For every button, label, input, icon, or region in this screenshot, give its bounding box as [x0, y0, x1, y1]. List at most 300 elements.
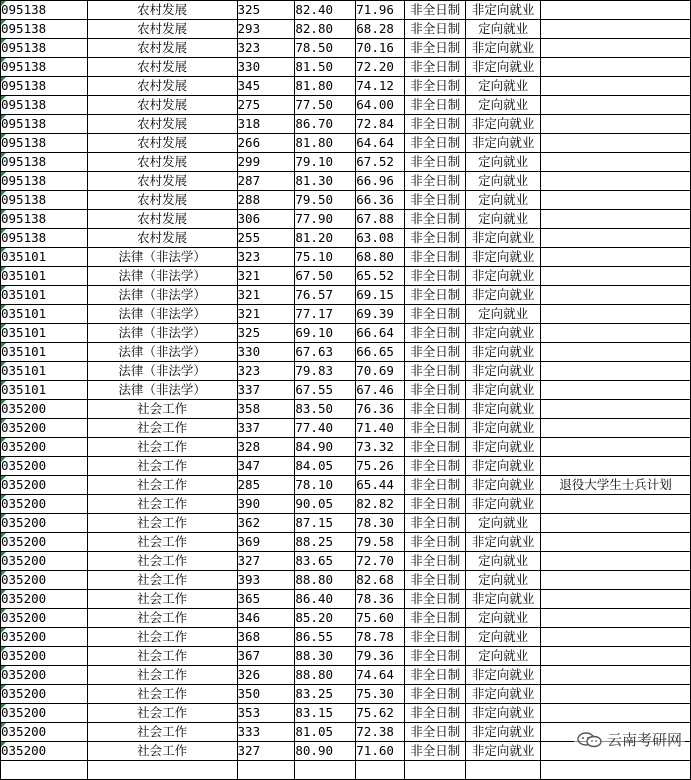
major-code-cell[interactable] — [1, 609, 88, 628]
employment-type-cell[interactable]: 定向就业 — [466, 552, 541, 571]
total-score-cell[interactable]: 67.88 — [356, 210, 405, 229]
initial-score-cell[interactable]: 266 — [237, 134, 295, 153]
study-mode-cell[interactable]: 非全日制 — [405, 476, 466, 495]
initial-score-cell[interactable]: 321 — [237, 267, 295, 286]
retest-score-cell[interactable]: 75.10 — [295, 248, 356, 267]
major-name-cell[interactable]: 社会工作 — [87, 609, 237, 628]
remark-cell[interactable] — [541, 628, 691, 647]
total-score-cell[interactable]: 69.15 — [356, 286, 405, 305]
major-code-cell[interactable] — [1, 324, 88, 343]
employment-type-cell[interactable]: 非定向就业 — [466, 723, 541, 742]
remark-cell[interactable] — [541, 229, 691, 248]
initial-score-cell[interactable]: 321 — [237, 286, 295, 305]
remark-cell[interactable] — [541, 495, 691, 514]
total-score-cell[interactable]: 66.36 — [356, 191, 405, 210]
major-name-cell[interactable]: 社会工作 — [87, 628, 237, 647]
major-name-cell[interactable]: 社会工作 — [87, 400, 237, 419]
remark-cell[interactable] — [541, 58, 691, 77]
initial-score-cell[interactable]: 333 — [237, 723, 295, 742]
major-name-cell[interactable]: 社会工作 — [87, 571, 237, 590]
employment-type-cell[interactable]: 非定向就业 — [466, 324, 541, 343]
initial-score-cell[interactable]: 327 — [237, 552, 295, 571]
initial-score-cell[interactable]: 337 — [237, 381, 295, 400]
retest-score-cell[interactable]: 76.57 — [295, 286, 356, 305]
retest-score-cell[interactable]: 77.50 — [295, 96, 356, 115]
employment-type-cell[interactable]: 非定向就业 — [466, 419, 541, 438]
major-name-cell[interactable]: 农村发展 — [87, 172, 237, 191]
study-mode-cell[interactable]: 非全日制 — [405, 1, 466, 20]
employment-type-cell[interactable]: 非定向就业 — [466, 134, 541, 153]
major-code-cell[interactable] — [1, 457, 88, 476]
total-score-cell[interactable]: 63.08 — [356, 229, 405, 248]
retest-score-cell[interactable]: 79.50 — [295, 191, 356, 210]
employment-type-cell[interactable]: 定向就业 — [466, 77, 541, 96]
retest-score-cell[interactable]: 67.55 — [295, 381, 356, 400]
study-mode-cell[interactable]: 非全日制 — [405, 248, 466, 267]
major-code-cell[interactable] — [1, 514, 88, 533]
major-code-cell[interactable] — [1, 438, 88, 457]
initial-score-cell[interactable]: 306 — [237, 210, 295, 229]
employment-type-cell[interactable]: 非定向就业 — [466, 286, 541, 305]
major-name-cell[interactable]: 法律（非法学） — [87, 343, 237, 362]
major-name-cell[interactable]: 社会工作 — [87, 666, 237, 685]
study-mode-cell[interactable]: 非全日制 — [405, 742, 466, 761]
initial-score-cell[interactable]: 321 — [237, 305, 295, 324]
employment-type-cell[interactable]: 非定向就业 — [466, 343, 541, 362]
remark-cell[interactable] — [541, 438, 691, 457]
retest-score-cell[interactable]: 88.80 — [295, 666, 356, 685]
remark-cell[interactable] — [541, 153, 691, 172]
remark-cell[interactable] — [541, 96, 691, 115]
major-code-cell[interactable] — [1, 742, 88, 761]
employment-type-cell[interactable]: 非定向就业 — [466, 438, 541, 457]
study-mode-cell[interactable]: 非全日制 — [405, 20, 466, 39]
employment-type-cell[interactable]: 定向就业 — [466, 609, 541, 628]
total-score-cell[interactable]: 71.40 — [356, 419, 405, 438]
study-mode-cell[interactable]: 非全日制 — [405, 229, 466, 248]
total-score-cell[interactable]: 76.36 — [356, 400, 405, 419]
initial-score-cell[interactable]: 367 — [237, 647, 295, 666]
retest-score-cell[interactable]: 80.90 — [295, 742, 356, 761]
total-score-cell[interactable]: 75.26 — [356, 457, 405, 476]
remark-cell[interactable] — [541, 305, 691, 324]
total-score-cell[interactable]: 71.96 — [356, 1, 405, 20]
study-mode-cell[interactable]: 非全日制 — [405, 305, 466, 324]
major-code-cell[interactable] — [1, 210, 88, 229]
retest-score-cell[interactable]: 81.30 — [295, 172, 356, 191]
initial-score-cell[interactable]: 293 — [237, 20, 295, 39]
initial-score-cell[interactable]: 330 — [237, 343, 295, 362]
total-score-cell[interactable]: 66.96 — [356, 172, 405, 191]
remark-cell[interactable] — [541, 381, 691, 400]
study-mode-cell[interactable]: 非全日制 — [405, 39, 466, 58]
major-name-cell[interactable]: 社会工作 — [87, 647, 237, 666]
major-code-cell[interactable] — [1, 590, 88, 609]
major-code-cell[interactable] — [1, 628, 88, 647]
initial-score-cell[interactable]: 325 — [237, 1, 295, 20]
study-mode-cell[interactable]: 非全日制 — [405, 172, 466, 191]
total-score-cell[interactable]: 79.36 — [356, 647, 405, 666]
total-score-cell[interactable]: 65.52 — [356, 267, 405, 286]
remark-cell[interactable] — [541, 210, 691, 229]
major-name-cell[interactable]: 法律（非法学） — [87, 248, 237, 267]
employment-type-cell[interactable]: 非定向就业 — [466, 115, 541, 134]
remark-cell[interactable] — [541, 134, 691, 153]
employment-type-cell[interactable]: 非定向就业 — [466, 476, 541, 495]
major-code-cell[interactable] — [1, 419, 88, 438]
initial-score-cell[interactable]: 285 — [237, 476, 295, 495]
major-code-cell[interactable] — [1, 666, 88, 685]
study-mode-cell[interactable]: 非全日制 — [405, 609, 466, 628]
major-name-cell[interactable]: 农村发展 — [87, 153, 237, 172]
initial-score-cell[interactable]: 369 — [237, 533, 295, 552]
remark-cell[interactable] — [541, 1, 691, 20]
major-name-cell[interactable]: 农村发展 — [87, 229, 237, 248]
initial-score-cell[interactable]: 353 — [237, 704, 295, 723]
major-code-cell[interactable] — [1, 343, 88, 362]
retest-score-cell[interactable]: 77.90 — [295, 210, 356, 229]
employment-type-cell[interactable]: 非定向就业 — [466, 381, 541, 400]
total-score-cell[interactable]: 82.68 — [356, 571, 405, 590]
study-mode-cell[interactable]: 非全日制 — [405, 552, 466, 571]
major-code-cell[interactable] — [1, 20, 88, 39]
initial-score-cell[interactable]: 288 — [237, 191, 295, 210]
total-score-cell[interactable]: 71.60 — [356, 742, 405, 761]
total-score-cell[interactable]: 64.64 — [356, 134, 405, 153]
major-code-cell[interactable] — [1, 153, 88, 172]
major-name-cell[interactable]: 社会工作 — [87, 438, 237, 457]
study-mode-cell[interactable]: 非全日制 — [405, 324, 466, 343]
study-mode-cell[interactable]: 非全日制 — [405, 457, 466, 476]
employment-type-cell[interactable]: 非定向就业 — [466, 229, 541, 248]
major-name-cell[interactable]: 社会工作 — [87, 457, 237, 476]
major-name-cell[interactable]: 农村发展 — [87, 96, 237, 115]
remark-cell[interactable] — [541, 267, 691, 286]
initial-score-cell[interactable]: 362 — [237, 514, 295, 533]
initial-score-cell[interactable]: 350 — [237, 685, 295, 704]
employment-type-cell[interactable]: 定向就业 — [466, 514, 541, 533]
total-score-cell[interactable]: 67.46 — [356, 381, 405, 400]
initial-score-cell[interactable]: 323 — [237, 362, 295, 381]
major-name-cell[interactable]: 社会工作 — [87, 704, 237, 723]
study-mode-cell[interactable]: 非全日制 — [405, 685, 466, 704]
remark-cell[interactable] — [541, 685, 691, 704]
employment-type-cell[interactable]: 定向就业 — [466, 153, 541, 172]
initial-score-cell[interactable]: 299 — [237, 153, 295, 172]
employment-type-cell[interactable]: 非定向就业 — [466, 590, 541, 609]
major-name-cell[interactable]: 法律（非法学） — [87, 286, 237, 305]
total-score-cell[interactable]: 78.78 — [356, 628, 405, 647]
employment-type-cell[interactable]: 非定向就业 — [466, 1, 541, 20]
major-name-cell[interactable]: 农村发展 — [87, 115, 237, 134]
retest-score-cell[interactable]: 69.10 — [295, 324, 356, 343]
initial-score-cell[interactable]: 287 — [237, 172, 295, 191]
initial-score-cell[interactable]: 318 — [237, 115, 295, 134]
major-code-cell[interactable] — [1, 305, 88, 324]
employment-type-cell[interactable]: 定向就业 — [466, 210, 541, 229]
retest-score-cell[interactable]: 81.05 — [295, 723, 356, 742]
retest-score-cell[interactable]: 88.25 — [295, 533, 356, 552]
study-mode-cell[interactable]: 非全日制 — [405, 628, 466, 647]
total-score-cell[interactable]: 70.16 — [356, 39, 405, 58]
remark-cell[interactable] — [541, 514, 691, 533]
remark-cell[interactable] — [541, 457, 691, 476]
employment-type-cell[interactable]: 非定向就业 — [466, 704, 541, 723]
initial-score-cell[interactable]: 390 — [237, 495, 295, 514]
major-name-cell[interactable]: 社会工作 — [87, 419, 237, 438]
retest-score-cell[interactable]: 67.50 — [295, 267, 356, 286]
retest-score-cell[interactable]: 78.10 — [295, 476, 356, 495]
total-score-cell[interactable]: 66.64 — [356, 324, 405, 343]
remark-cell[interactable] — [541, 552, 691, 571]
major-name-cell[interactable]: 农村发展 — [87, 77, 237, 96]
initial-score-cell[interactable]: 323 — [237, 39, 295, 58]
major-name-cell[interactable]: 农村发展 — [87, 210, 237, 229]
retest-score-cell[interactable]: 77.40 — [295, 419, 356, 438]
total-score-cell[interactable]: 70.69 — [356, 362, 405, 381]
major-code-cell[interactable] — [1, 58, 88, 77]
employment-type-cell[interactable]: 非定向就业 — [466, 666, 541, 685]
major-code-cell[interactable] — [1, 286, 88, 305]
major-name-cell[interactable]: 社会工作 — [87, 723, 237, 742]
major-name-cell[interactable]: 社会工作 — [87, 552, 237, 571]
major-name-cell[interactable]: 社会工作 — [87, 514, 237, 533]
major-name-cell[interactable]: 法律（非法学） — [87, 381, 237, 400]
retest-score-cell[interactable]: 86.40 — [295, 590, 356, 609]
major-name-cell[interactable]: 社会工作 — [87, 476, 237, 495]
remark-cell[interactable] — [541, 400, 691, 419]
retest-score-cell[interactable]: 83.15 — [295, 704, 356, 723]
major-code-cell[interactable] — [1, 704, 88, 723]
study-mode-cell[interactable]: 非全日制 — [405, 400, 466, 419]
employment-type-cell[interactable]: 非定向就业 — [466, 400, 541, 419]
remark-cell[interactable] — [541, 286, 691, 305]
initial-score-cell[interactable]: 323 — [237, 248, 295, 267]
study-mode-cell[interactable]: 非全日制 — [405, 191, 466, 210]
study-mode-cell[interactable]: 非全日制 — [405, 134, 466, 153]
remark-cell[interactable] — [541, 533, 691, 552]
major-name-cell[interactable]: 农村发展 — [87, 134, 237, 153]
major-code-cell[interactable] — [1, 191, 88, 210]
retest-score-cell[interactable]: 81.80 — [295, 134, 356, 153]
major-code-cell[interactable] — [1, 552, 88, 571]
employment-type-cell[interactable]: 非定向就业 — [466, 58, 541, 77]
remark-cell[interactable] — [541, 191, 691, 210]
study-mode-cell[interactable]: 非全日制 — [405, 286, 466, 305]
retest-score-cell[interactable]: 88.80 — [295, 571, 356, 590]
total-score-cell[interactable]: 75.60 — [356, 609, 405, 628]
retest-score-cell[interactable]: 82.40 — [295, 1, 356, 20]
retest-score-cell[interactable]: 77.17 — [295, 305, 356, 324]
initial-score-cell[interactable]: 337 — [237, 419, 295, 438]
initial-score-cell[interactable]: 330 — [237, 58, 295, 77]
initial-score-cell[interactable]: 327 — [237, 742, 295, 761]
major-code-cell[interactable] — [1, 571, 88, 590]
retest-score-cell[interactable]: 86.70 — [295, 115, 356, 134]
total-score-cell[interactable]: 82.82 — [356, 495, 405, 514]
employment-type-cell[interactable]: 非定向就业 — [466, 533, 541, 552]
retest-score-cell[interactable]: 78.50 — [295, 39, 356, 58]
total-score-cell[interactable]: 66.65 — [356, 343, 405, 362]
study-mode-cell[interactable]: 非全日制 — [405, 533, 466, 552]
retest-score-cell[interactable]: 85.20 — [295, 609, 356, 628]
major-code-cell[interactable] — [1, 134, 88, 153]
study-mode-cell[interactable]: 非全日制 — [405, 96, 466, 115]
total-score-cell[interactable]: 64.00 — [356, 96, 405, 115]
initial-score-cell[interactable]: 325 — [237, 324, 295, 343]
employment-type-cell[interactable]: 非定向就业 — [466, 685, 541, 704]
remark-cell[interactable] — [541, 39, 691, 58]
study-mode-cell[interactable]: 非全日制 — [405, 704, 466, 723]
total-score-cell[interactable]: 72.20 — [356, 58, 405, 77]
major-name-cell[interactable]: 法律（非法学） — [87, 305, 237, 324]
employment-type-cell[interactable]: 定向就业 — [466, 571, 541, 590]
total-score-cell[interactable]: 68.28 — [356, 20, 405, 39]
major-code-cell[interactable] — [1, 533, 88, 552]
major-code-cell[interactable] — [1, 96, 88, 115]
initial-score-cell[interactable]: 393 — [237, 571, 295, 590]
retest-score-cell[interactable]: 67.63 — [295, 343, 356, 362]
study-mode-cell[interactable]: 非全日制 — [405, 58, 466, 77]
retest-score-cell[interactable]: 81.50 — [295, 58, 356, 77]
retest-score-cell[interactable]: 79.83 — [295, 362, 356, 381]
employment-type-cell[interactable]: 非定向就业 — [466, 248, 541, 267]
major-code-cell[interactable] — [1, 647, 88, 666]
retest-score-cell[interactable]: 86.55 — [295, 628, 356, 647]
study-mode-cell[interactable]: 非全日制 — [405, 571, 466, 590]
employment-type-cell[interactable]: 非定向就业 — [466, 362, 541, 381]
retest-score-cell[interactable]: 83.25 — [295, 685, 356, 704]
total-score-cell[interactable]: 78.36 — [356, 590, 405, 609]
remark-cell[interactable] — [541, 419, 691, 438]
major-code-cell[interactable] — [1, 685, 88, 704]
initial-score-cell[interactable]: 255 — [237, 229, 295, 248]
major-code-cell[interactable] — [1, 172, 88, 191]
initial-score-cell[interactable]: 346 — [237, 609, 295, 628]
remark-cell[interactable] — [541, 20, 691, 39]
remark-cell[interactable] — [541, 343, 691, 362]
study-mode-cell[interactable]: 非全日制 — [405, 210, 466, 229]
employment-type-cell[interactable]: 非定向就业 — [466, 39, 541, 58]
initial-score-cell[interactable]: 358 — [237, 400, 295, 419]
total-score-cell[interactable]: 69.39 — [356, 305, 405, 324]
initial-score-cell[interactable]: 328 — [237, 438, 295, 457]
major-code-cell[interactable] — [1, 115, 88, 134]
study-mode-cell[interactable]: 非全日制 — [405, 438, 466, 457]
remark-cell[interactable] — [541, 362, 691, 381]
major-name-cell[interactable]: 社会工作 — [87, 495, 237, 514]
employment-type-cell[interactable]: 定向就业 — [466, 647, 541, 666]
major-code-cell[interactable] — [1, 39, 88, 58]
study-mode-cell[interactable]: 非全日制 — [405, 343, 466, 362]
retest-score-cell[interactable]: 83.65 — [295, 552, 356, 571]
retest-score-cell[interactable]: 82.80 — [295, 20, 356, 39]
total-score-cell[interactable]: 72.84 — [356, 115, 405, 134]
remark-cell[interactable] — [541, 590, 691, 609]
initial-score-cell[interactable]: 347 — [237, 457, 295, 476]
remark-cell[interactable] — [541, 647, 691, 666]
total-score-cell[interactable]: 78.30 — [356, 514, 405, 533]
total-score-cell[interactable]: 74.64 — [356, 666, 405, 685]
employment-type-cell[interactable]: 定向就业 — [466, 96, 541, 115]
total-score-cell[interactable]: 73.32 — [356, 438, 405, 457]
total-score-cell[interactable]: 79.58 — [356, 533, 405, 552]
initial-score-cell[interactable]: 275 — [237, 96, 295, 115]
study-mode-cell[interactable]: 非全日制 — [405, 495, 466, 514]
study-mode-cell[interactable]: 非全日制 — [405, 666, 466, 685]
employment-type-cell[interactable]: 定向就业 — [466, 628, 541, 647]
remark-cell[interactable] — [541, 704, 691, 723]
major-code-cell[interactable] — [1, 1, 88, 20]
study-mode-cell[interactable]: 非全日制 — [405, 267, 466, 286]
study-mode-cell[interactable]: 非全日制 — [405, 381, 466, 400]
major-name-cell[interactable]: 社会工作 — [87, 533, 237, 552]
total-score-cell[interactable]: 68.80 — [356, 248, 405, 267]
major-code-cell[interactable] — [1, 267, 88, 286]
major-code-cell[interactable] — [1, 400, 88, 419]
major-name-cell[interactable]: 社会工作 — [87, 590, 237, 609]
major-code-cell[interactable] — [1, 362, 88, 381]
remark-cell[interactable] — [541, 172, 691, 191]
major-name-cell[interactable]: 农村发展 — [87, 1, 237, 20]
major-name-cell[interactable]: 农村发展 — [87, 39, 237, 58]
major-code-cell[interactable] — [1, 77, 88, 96]
remark-cell[interactable]: 退役大学生士兵计划 — [541, 476, 691, 495]
retest-score-cell[interactable]: 88.30 — [295, 647, 356, 666]
study-mode-cell[interactable]: 非全日制 — [405, 514, 466, 533]
retest-score-cell[interactable]: 83.50 — [295, 400, 356, 419]
major-name-cell[interactable]: 法律（非法学） — [87, 267, 237, 286]
remark-cell[interactable] — [541, 115, 691, 134]
initial-score-cell[interactable]: 345 — [237, 77, 295, 96]
retest-score-cell[interactable]: 84.90 — [295, 438, 356, 457]
major-code-cell[interactable] — [1, 495, 88, 514]
total-score-cell[interactable]: 72.70 — [356, 552, 405, 571]
major-code-cell[interactable] — [1, 476, 88, 495]
major-name-cell[interactable]: 社会工作 — [87, 742, 237, 761]
total-score-cell[interactable]: 65.44 — [356, 476, 405, 495]
remark-cell[interactable] — [541, 248, 691, 267]
initial-score-cell[interactable]: 365 — [237, 590, 295, 609]
major-name-cell[interactable]: 社会工作 — [87, 685, 237, 704]
study-mode-cell[interactable]: 非全日制 — [405, 77, 466, 96]
employment-type-cell[interactable]: 非定向就业 — [466, 457, 541, 476]
employment-type-cell[interactable]: 非定向就业 — [466, 495, 541, 514]
employment-type-cell[interactable]: 定向就业 — [466, 172, 541, 191]
total-score-cell[interactable]: 74.12 — [356, 77, 405, 96]
employment-type-cell[interactable]: 定向就业 — [466, 305, 541, 324]
total-score-cell[interactable]: 67.52 — [356, 153, 405, 172]
study-mode-cell[interactable]: 非全日制 — [405, 153, 466, 172]
retest-score-cell[interactable]: 87.15 — [295, 514, 356, 533]
major-code-cell[interactable] — [1, 229, 88, 248]
study-mode-cell[interactable]: 非全日制 — [405, 647, 466, 666]
study-mode-cell[interactable]: 非全日制 — [405, 723, 466, 742]
initial-score-cell[interactable]: 326 — [237, 666, 295, 685]
total-score-cell[interactable]: 72.38 — [356, 723, 405, 742]
remark-cell[interactable] — [541, 666, 691, 685]
employment-type-cell[interactable]: 定向就业 — [466, 191, 541, 210]
employment-type-cell[interactable]: 非定向就业 — [466, 742, 541, 761]
total-score-cell[interactable]: 75.62 — [356, 704, 405, 723]
retest-score-cell[interactable]: 79.10 — [295, 153, 356, 172]
remark-cell[interactable] — [541, 609, 691, 628]
major-code-cell[interactable] — [1, 723, 88, 742]
major-name-cell[interactable]: 法律（非法学） — [87, 324, 237, 343]
employment-type-cell[interactable]: 非定向就业 — [466, 267, 541, 286]
major-name-cell[interactable]: 农村发展 — [87, 58, 237, 77]
study-mode-cell[interactable]: 非全日制 — [405, 590, 466, 609]
